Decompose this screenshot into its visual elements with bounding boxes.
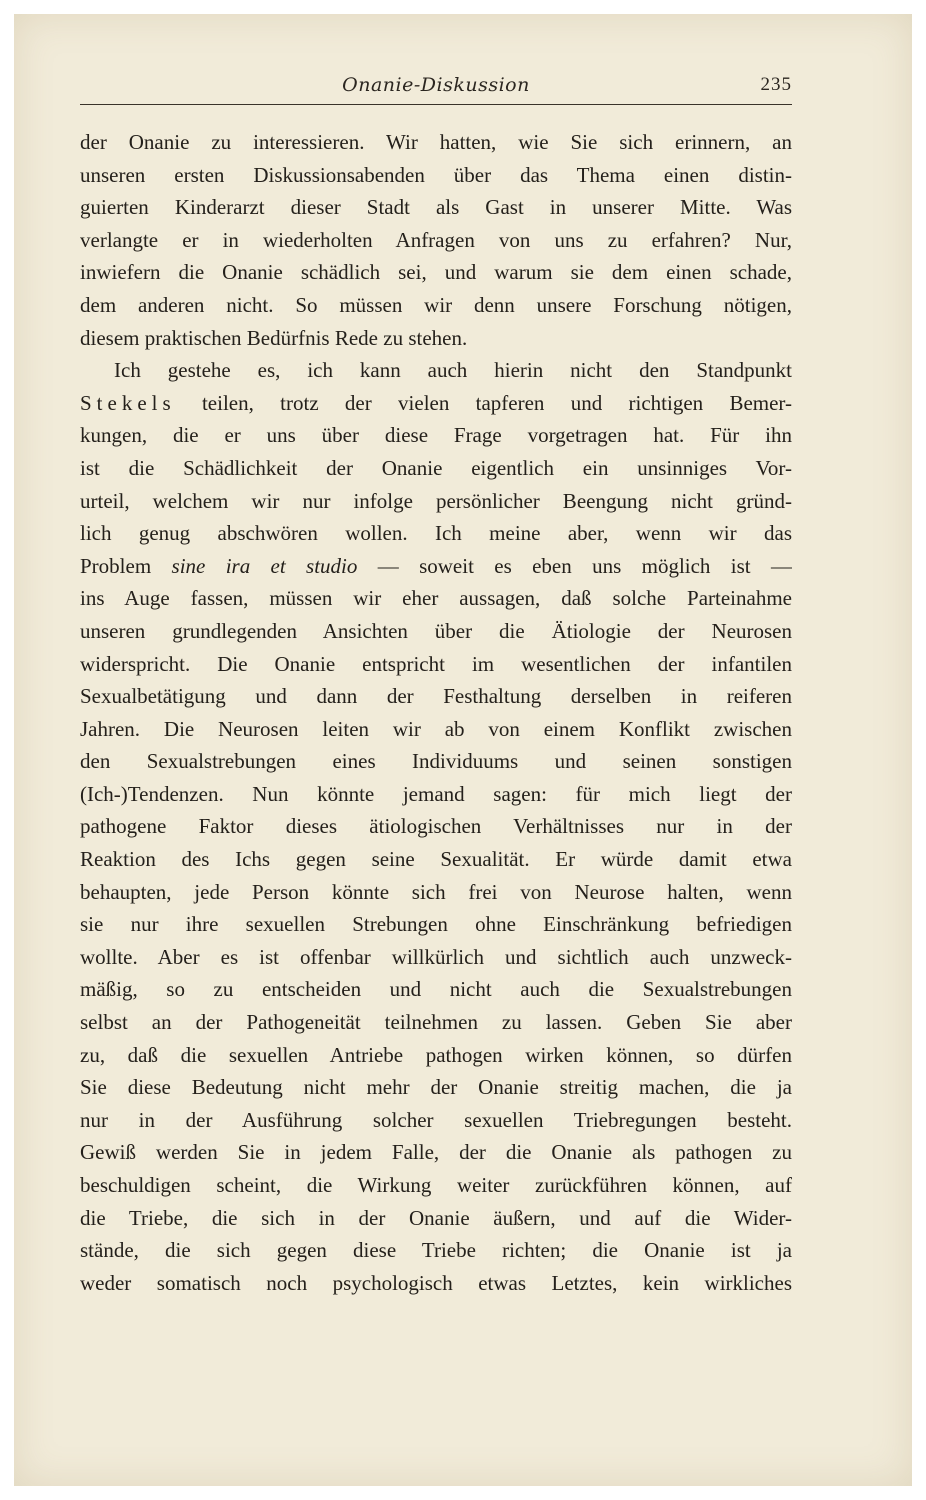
text-line: selbst an der Pathogeneität teilnehmen zu lassen. Geben Sie aber	[80, 1010, 792, 1035]
text-line-rest: teilen, trotz der vielen tapferen und richtigen Bemer-	[175, 390, 792, 415]
author-name-stekel: Stekels	[80, 390, 176, 415]
body-text	[80, 126, 792, 1299]
text-line: guierten Kinderarzt dieser Stadt als Gast in unserer Mitte. Was	[80, 195, 792, 220]
text-line: (Ich-)Tendenzen. Nun könnte jemand sagen: für mich liegt der	[80, 781, 792, 806]
text-line: nur in der Ausführung solcher sexuellen Triebregungen besteht.	[80, 1107, 792, 1132]
text-line	[80, 387, 792, 420]
text-line	[80, 550, 792, 583]
text-line: Reaktion des Ichs gegen seine Sexualität. Er würde damit etwa	[80, 847, 792, 872]
text-line: Jahren. Die Neurosen leiten wir ab von einem Konflikt zwischen	[80, 716, 792, 741]
text-line: Sexualbetätigung und dann der Festhaltung derselben in reiferen	[80, 684, 792, 709]
text-line: beschuldigen scheint, die Wirkung weiter zurückführen können, auf	[80, 1173, 792, 1197]
text-line: urteil, welchem wir nur infolge persönlicher Beengung nicht gründ-	[80, 488, 792, 513]
text-line: ist die Schädlichkeit der Onanie eigentlich ein unsinniges Vor-	[80, 455, 792, 480]
text-line: unseren grundlegenden Ansichten über die Ätiologie der Neurosen	[80, 618, 792, 643]
text-line: weder somatisch noch psychologisch etwas Letztes, kein wirkliches	[80, 1270, 792, 1295]
text-line: lich genug abschwören wollen. Ich meine aber, wenn wir das	[80, 521, 792, 546]
text-line: verlangte er in wiederholten Anfragen von uns zu erfahren? Nur,	[80, 227, 792, 252]
text-line: Ich gestehe es, ich kann auch hierin nicht den Standpunkt	[114, 358, 792, 383]
text-line: dem anderen nicht. So müssen wir denn unsere Forschung nötigen,	[80, 292, 792, 317]
page-header	[80, 72, 792, 102]
text-line: unseren ersten Diskussionsabenden über das Thema einen distin-	[80, 162, 792, 187]
text-line: den Sexualstrebungen eines Individuums und seinen sonstigen	[80, 749, 792, 774]
text-line: zu, daß die sexuellen Antriebe pathogen wirken können, so dürfen	[80, 1042, 792, 1067]
text-line: ins Auge fassen, müssen wir eher aussagen, daß solche Parteinahme	[80, 586, 792, 611]
text-line: inwiefern die Onanie schädlich sei, und warum sie dem einen schade,	[80, 260, 792, 285]
text-line: mäßig, so zu entscheiden und nicht auch die Sexualstrebungen	[80, 977, 792, 1002]
header-rule	[80, 104, 792, 105]
text-line: Sie diese Bedeutung nicht mehr der Onanie streitig machen, die ja	[80, 1075, 792, 1100]
text-line-start: Problem	[80, 553, 172, 578]
text-line-end: — soweit es eben uns möglich ist —	[357, 553, 792, 578]
text-line: der Onanie zu interessieren. Wir hatten, wie Sie sich erinnern, an	[80, 130, 792, 154]
text-line: diesem praktischen Bedürfnis Rede zu stehen.	[80, 325, 468, 350]
text-line: stände, die sich gegen diese Triebe richten; die Onanie ist ja	[80, 1238, 792, 1263]
text-line: die Triebe, die sich in der Onanie äußern, und auf die Wider-	[80, 1205, 792, 1230]
text-line: wollte. Aber es ist offenbar willkürlich und sichtlich auch unzweck-	[80, 944, 792, 969]
text-line: widerspricht. Die Onanie entspricht im wesentlichen der infantilen	[80, 651, 792, 676]
page-number: 235	[760, 74, 792, 95]
running-title: Onanie-Diskussion	[342, 74, 530, 96]
latin-phrase: sine ira et studio	[171, 553, 358, 578]
text-line: Gewiß werden Sie in jedem Falle, der die Onanie als pathogen zu	[80, 1140, 792, 1165]
text-line: sie nur ihre sexuellen Strebungen ohne Einschränkung befriedigen	[80, 912, 792, 937]
text-line: pathogene Faktor dieses ätiologischen Verhältnisses nur in der	[80, 814, 792, 839]
text-line: kungen, die er uns über diese Frage vorgetragen hat. Für ihn	[80, 423, 792, 448]
text-line: behaupten, jede Person könnte sich frei von Neurose halten, wenn	[80, 879, 792, 904]
